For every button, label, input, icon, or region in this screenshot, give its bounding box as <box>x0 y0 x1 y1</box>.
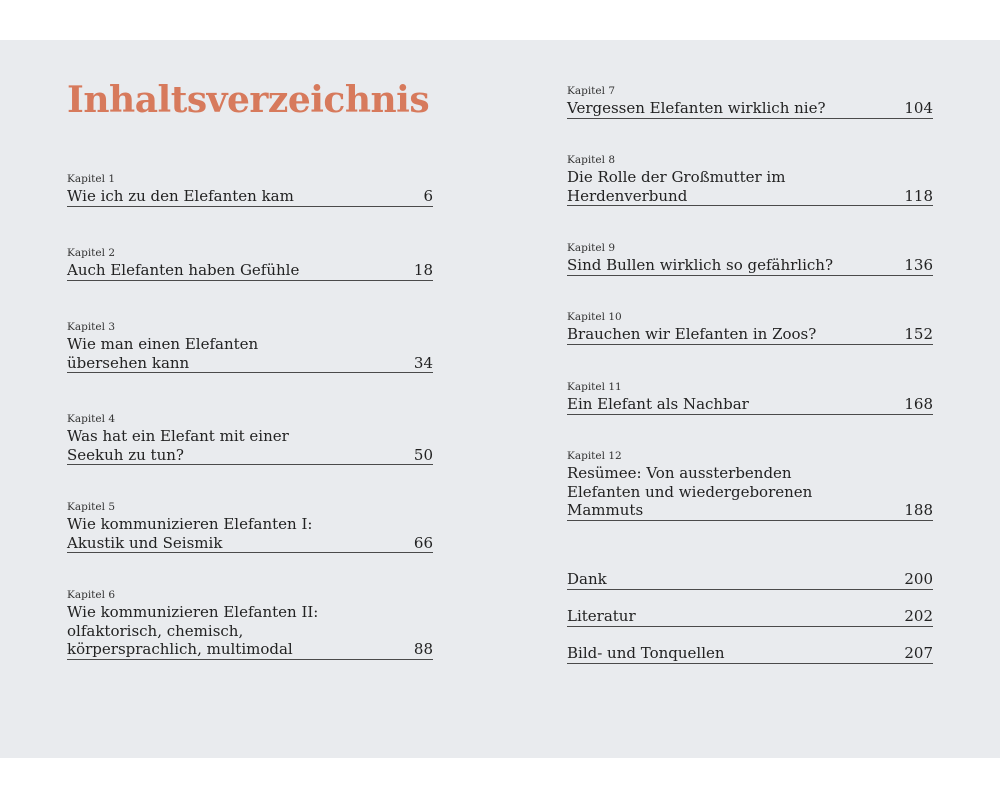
toc-entry-kapitel-5[interactable] <box>67 501 433 553</box>
toc-entry-kapitel-2[interactable] <box>67 247 433 281</box>
chapter-title: Vergessen Elefanten wirklich nie? <box>567 99 826 117</box>
chapter-number: Kapitel 2 <box>67 247 115 259</box>
toc-entry-kapitel-11[interactable] <box>567 381 933 415</box>
page-number: 200 <box>904 570 933 588</box>
chapter-title: Wie ich zu den Elefanten kam <box>67 187 294 205</box>
chapter-title: Ein Elefant als Nachbar <box>567 395 749 413</box>
chapter-number: Kapitel 3 <box>67 321 115 333</box>
section-title: Dank <box>567 570 607 588</box>
page-number: 207 <box>904 644 933 662</box>
toc-entry-kapitel-8[interactable] <box>567 154 933 206</box>
page-number: 18 <box>413 261 433 279</box>
chapter-title: Resümee: Von aussterbenden Elefanten und wiedergeborenen Mammuts <box>567 464 813 519</box>
toc-entry-kapitel-1[interactable] <box>67 173 433 207</box>
section-title: Bild- und Tonquellen <box>567 644 725 662</box>
page-number: 202 <box>904 607 933 625</box>
toc-entry-dank[interactable] <box>567 570 933 590</box>
chapter-number: Kapitel 1 <box>67 173 115 185</box>
chapter-title: Was hat ein Elefant mit einer Seekuh zu tun? <box>67 427 289 464</box>
toc-entry-bild-und-tonquellen[interactable] <box>567 644 933 664</box>
chapter-number: Kapitel 8 <box>567 154 615 166</box>
chapter-title: Wie man einen Elefanten übersehen kann <box>67 335 259 372</box>
toc-page <box>0 40 1000 758</box>
section-title: Literatur <box>567 607 636 625</box>
chapter-title: Sind Bullen wirklich so gefährlich? <box>567 256 834 274</box>
chapter-number: Kapitel 7 <box>567 85 615 97</box>
toc-entry-kapitel-6[interactable] <box>67 589 433 660</box>
chapter-title: Brauchen wir Elefanten in Zoos? <box>567 325 817 343</box>
chapter-number: Kapitel 12 <box>567 450 622 462</box>
page-number: 50 <box>413 445 433 464</box>
page-number: 104 <box>904 99 933 117</box>
chapter-title: Wie kommunizieren Elefanten I: Akustik und Seismik <box>67 515 313 552</box>
chapter-title: Wie kommunizieren Elefanten II: olfaktorisch, chemisch, körpersprachlich, multimodal <box>67 603 319 658</box>
page-number: 152 <box>904 325 933 343</box>
page-number: 34 <box>413 353 433 372</box>
chapter-number: Kapitel 6 <box>67 589 115 601</box>
toc-entry-literatur[interactable] <box>567 607 933 627</box>
page-number: 88 <box>413 640 433 658</box>
toc-entry-kapitel-12[interactable] <box>567 450 933 521</box>
page-title: Inhaltsverzeichnis <box>67 79 430 121</box>
toc-entry-kapitel-3[interactable] <box>67 321 433 373</box>
chapter-number: Kapitel 9 <box>567 242 615 254</box>
toc-entry-kapitel-7[interactable] <box>567 85 933 119</box>
page-number: 188 <box>904 501 933 519</box>
chapter-number: Kapitel 5 <box>67 501 115 513</box>
page-number: 6 <box>423 187 433 205</box>
chapter-number: Kapitel 4 <box>67 413 115 425</box>
page-number: 66 <box>413 533 433 552</box>
toc-entry-kapitel-4[interactable] <box>67 413 433 465</box>
chapter-number: Kapitel 11 <box>567 381 622 393</box>
chapter-title: Die Rolle der Großmutter im Herdenverbund <box>567 168 786 205</box>
chapter-number: Kapitel 10 <box>567 311 622 323</box>
toc-entry-kapitel-10[interactable] <box>567 311 933 345</box>
page-number: 168 <box>904 395 933 413</box>
page-number: 118 <box>904 186 933 205</box>
chapter-title: Auch Elefanten haben Gefühle <box>67 261 300 279</box>
toc-entry-kapitel-9[interactable] <box>567 242 933 276</box>
page-number: 136 <box>904 256 933 274</box>
